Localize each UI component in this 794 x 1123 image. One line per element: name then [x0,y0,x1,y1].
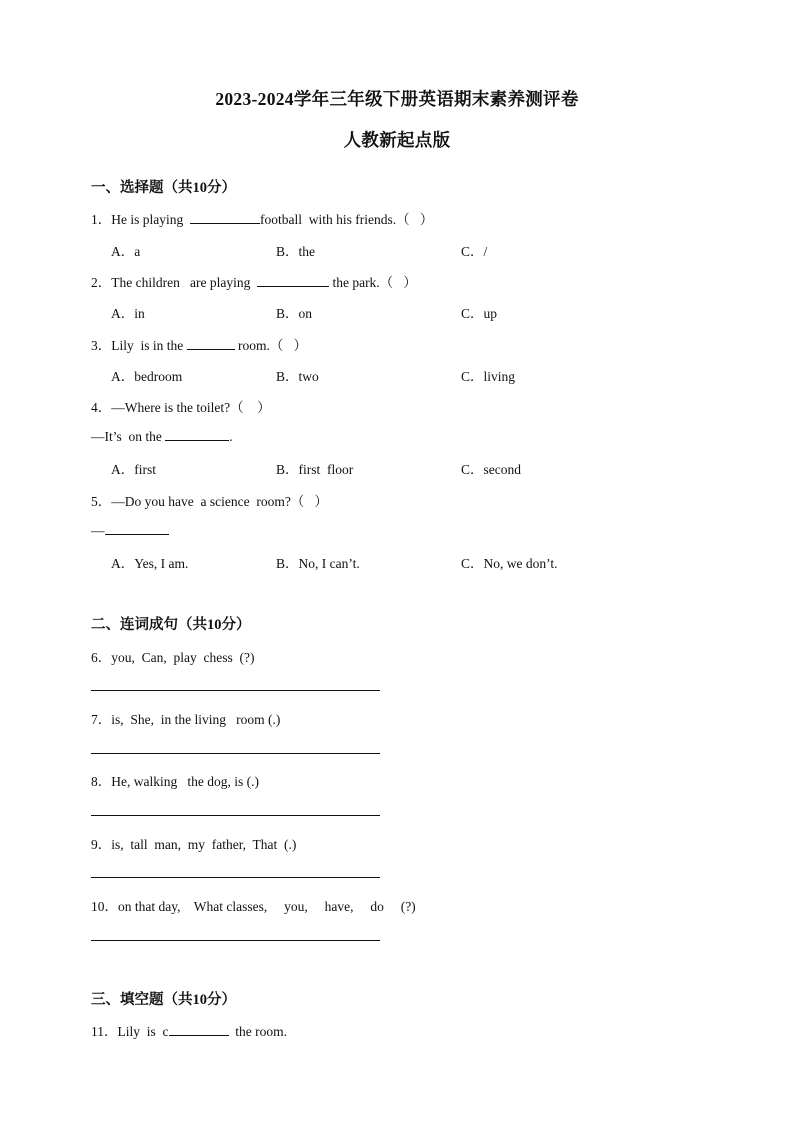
answer-blank[interactable] [257,273,329,287]
option-c: C．second [461,462,521,477]
option-b: B．first floor [276,462,354,477]
question-text: Lily is c [117,1024,169,1039]
option-a: A．bedroom [111,369,183,384]
question-number: 2． [91,275,112,290]
answer-line[interactable] [91,940,380,941]
question-text: is, tall man, my father, That (.) [111,837,297,852]
question-4 [91,396,271,416]
question-9 [91,833,296,853]
reply-text: —It’s on the [91,429,162,444]
question-number: 7． [91,712,112,727]
option-a: A．a [111,244,141,259]
question-4-reply [91,427,233,445]
option-c: C．living [461,369,516,384]
question-text: on that day, What classes, you, have, do (?) [118,899,416,914]
question-5-reply [91,521,169,539]
answer-line[interactable] [91,753,380,754]
option-b: B．the [276,244,315,259]
question-text: He, walking the dog, is (.) [111,774,259,789]
question-text: is, She, in the living room (.) [111,712,281,727]
question-2 [91,271,417,291]
answer-blank[interactable] [165,427,229,441]
answer-blank[interactable] [169,1022,229,1036]
question-text: The children are playing [111,275,251,290]
answer-line[interactable] [91,690,380,691]
option-b: B．No, I can’t. [276,556,360,571]
question-number: 4． [91,400,112,415]
reply-text: — [91,523,105,538]
question-1 [91,208,433,228]
question-10 [91,895,416,915]
question-text: He is playing [111,212,184,227]
question-number: 1． [91,212,112,227]
answer-line[interactable] [91,877,380,878]
question-number: 5． [91,494,112,509]
question-number: 10． [91,899,118,914]
question-text: Lily is in the [111,338,184,353]
page-title: 2023-2024学年三年级下册英语期末素养测评卷 [215,89,579,109]
option-b: B．two [276,369,319,384]
page-subtitle: 人教新起点版 [343,130,451,150]
section-heading-choice: 一、选择题（共10分） [91,180,236,196]
reply-text: . [229,429,233,444]
question-text: —Where is the toilet?（ ） [111,400,271,415]
option-a: A．Yes, I am. [111,556,189,571]
question-number: 3． [91,338,112,353]
question-text: room.（ ） [238,338,307,353]
option-a: A．first [111,462,156,477]
option-c: C．No, we don’t. [461,556,558,571]
answer-line[interactable] [91,815,380,816]
question-7 [91,708,280,728]
answer-blank[interactable] [187,336,235,350]
option-c: C．up [461,306,498,321]
question-5 [91,490,328,510]
question-text: the room. [228,1024,287,1039]
answer-blank[interactable] [190,210,260,224]
question-3 [91,334,307,354]
option-c: C．/ [461,244,488,259]
question-11 [91,1020,287,1040]
question-text: —Do you have a science room?（ ） [111,494,328,509]
question-text: the park.（ ） [332,275,417,290]
answer-blank[interactable] [105,521,169,535]
question-6 [91,646,254,666]
question-number: 9． [91,837,112,852]
question-number: 8． [91,774,112,789]
section-heading-fill: 三、填空题（共10分） [91,992,236,1008]
question-text: you, Can, play chess (?) [111,650,255,665]
option-b: B．on [276,306,313,321]
question-number: 6． [91,650,112,665]
question-text: football with his friends.（ ） [260,212,434,227]
section-heading-sentences: 二、连词成句（共10分） [91,617,251,633]
option-a: A．in [111,306,145,321]
question-8 [91,770,259,790]
question-number: 11． [91,1024,118,1039]
